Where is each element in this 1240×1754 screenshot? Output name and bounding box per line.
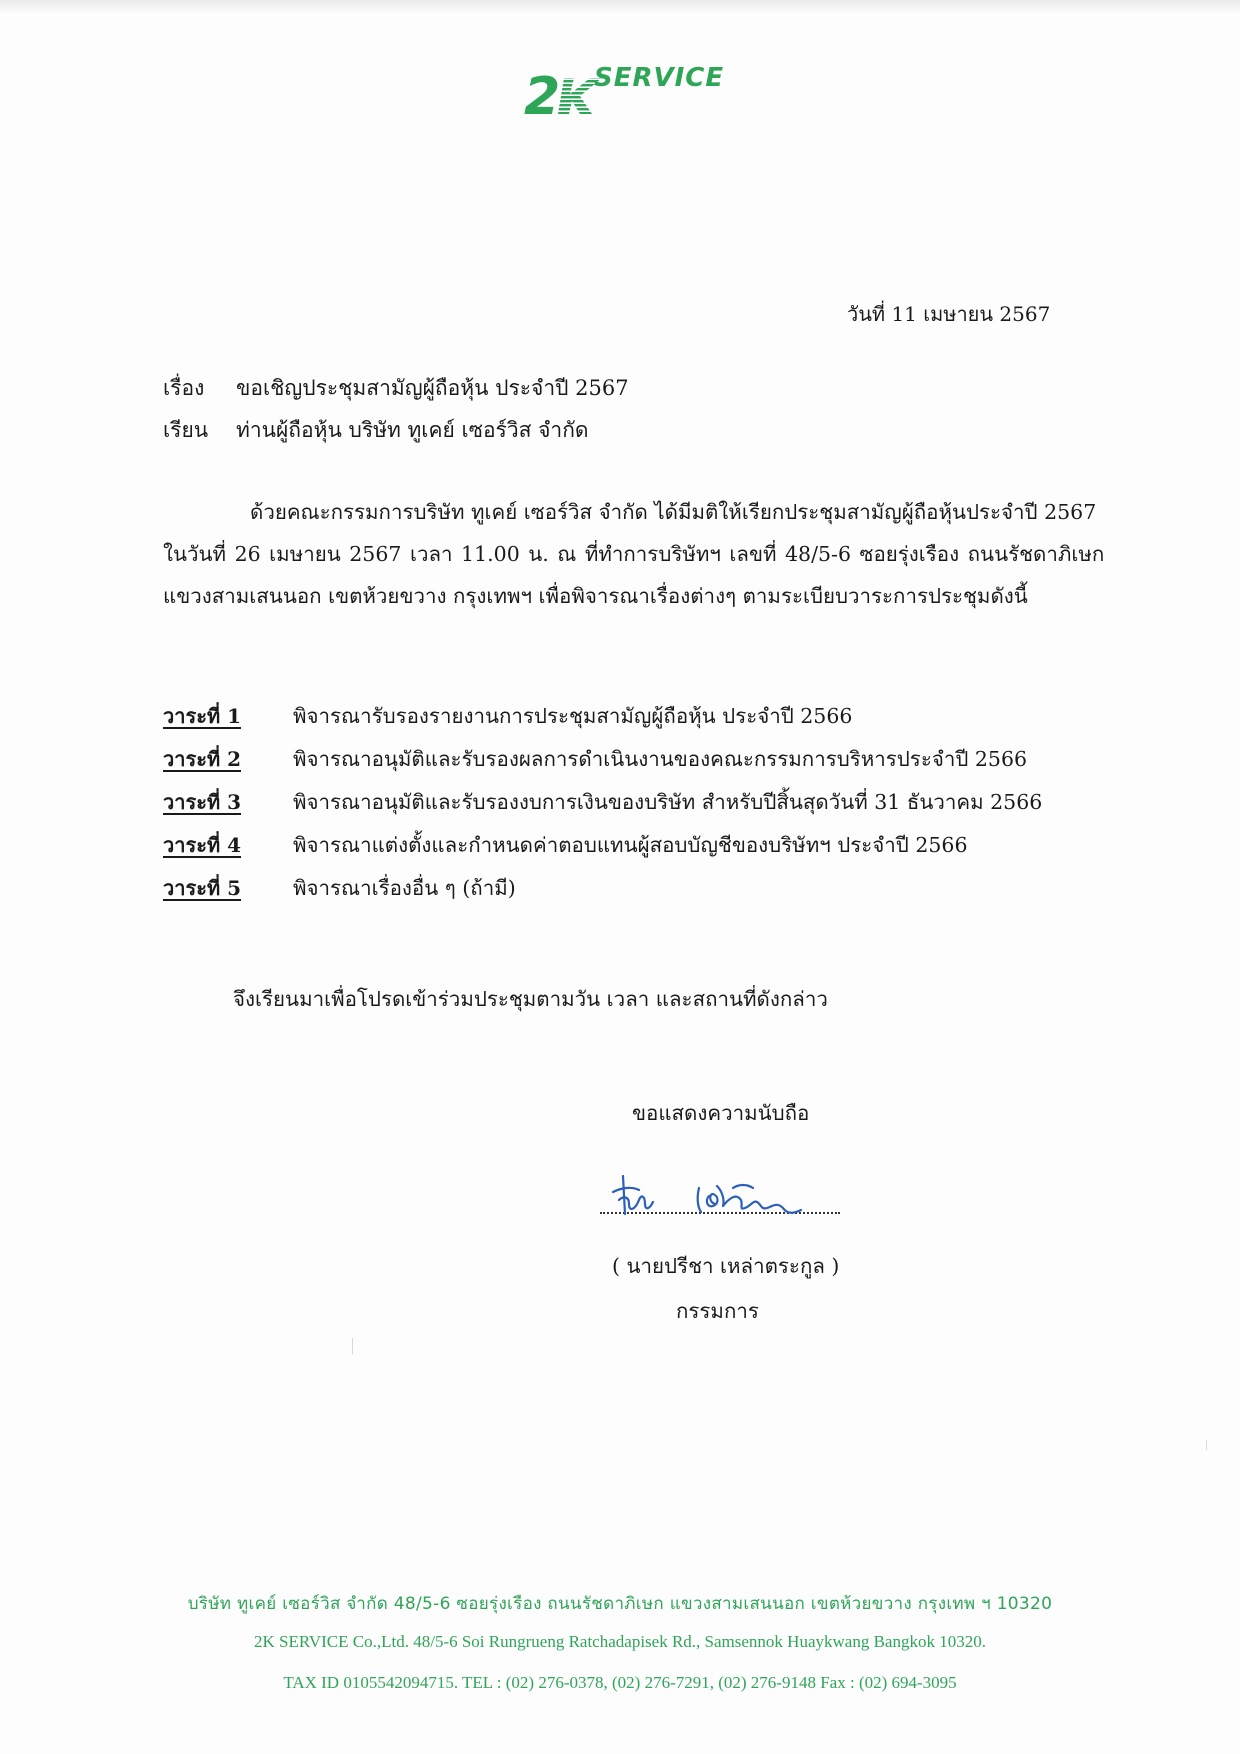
handwritten-signature (605, 1166, 810, 1226)
subject-text: ขอเชิญประชุมสามัญผู้ถือหุ้น ประจำปี 2567 (236, 376, 629, 400)
body-line-1: ด้วยคณะกรรมการบริษัท ทูเคย์ เซอร์วิส จำกัด ได้มีมติให้เรียกประชุมสามัญผู้ถือหุ้นประจำปี 2567 (250, 500, 1097, 524)
agenda-key-1: วาระที่ 1 (163, 704, 242, 728)
body-line-2: ในวันที่ 26 เมษายน 2567 เวลา 11.00 น. ณ ที่ทำการบริษัทฯ เลขที่ 48/5-6 ซอยรุ่งเรือง ถนนรัชดาภิเษก (163, 542, 1105, 566)
footer-english-address: 2K SERVICE Co.,Ltd. 48/5-6 Soi Rungrueng Ratchadapisek Rd., Samsennok Huaykwang Bangkok 10320. (254, 1632, 986, 1651)
scan-speck (1206, 1440, 1207, 1450)
letter-date: วันที่ 11 เมษายน 2567 (847, 302, 1051, 326)
footer-thai-address: บริษัท ทูเคย์ เซอร์วิส จำกัด 48/5-6 ซอยรุ่งเรือง ถนนรัชดาภิเษก แขวงสามเสนนอก เขตห้วยขวาง กรุงเทพ ฯ 10320 (187, 1594, 1053, 1614)
closing-text: จึงเรียนมาเพื่อโปรดเข้าร่วมประชุมตามวัน เวลา และสถานที่ดังกล่าว (233, 987, 828, 1011)
recipient-label: เรียน (163, 418, 209, 442)
agenda-key-5: วาระที่ 5 (163, 876, 242, 900)
agenda-item-1: พิจารณารับรองรายงานการประชุมสามัญผู้ถือหุ้น ประจำปี 2566 (293, 704, 853, 728)
agenda-key-3: วาระที่ 3 (163, 790, 242, 814)
agenda-item-2: พิจารณาอนุมัติและรับรองผลการดำเนินงานของคณะกรรมการบริหารประจำปี 2566 (293, 747, 1028, 771)
agenda-key-2: วาระที่ 2 (163, 747, 242, 771)
agenda-item-5: พิจารณาเรื่องอื่น ๆ (ถ้ามี) (293, 876, 516, 900)
regards-text: ขอแสดงความนับถือ (632, 1101, 810, 1125)
company-logo (520, 56, 730, 120)
svg-text:SERVICE: SERVICE (594, 63, 725, 93)
body-line-3: แขวงสามเสนนอก เขตห้วยขวาง กรุงเทพฯ เพื่อพิจารณาเรื่องต่างๆ ตามระเบียบวาระการประชุมดังนี้ (163, 584, 1028, 608)
signer-title: กรรมการ (676, 1299, 759, 1323)
scan-speck (352, 1338, 353, 1354)
footer-contact: TAX ID 0105542094715. TEL : (02) 276-0378, (02) 276-7291, (02) 276-9148 Fax : (02) 694-3095 (283, 1673, 957, 1692)
recipient-text: ท่านผู้ถือหุ้น บริษัท ทูเคย์ เซอร์วิส จำกัด (236, 418, 589, 442)
agenda-item-3: พิจารณาอนุมัติและรับรองงบการเงินของบริษัท สำหรับปีสิ้นสุดวันที่ 31 ธันวาคม 2566 (293, 790, 1043, 814)
agenda-key-4: วาระที่ 4 (163, 833, 242, 857)
svg-text:2: 2 (524, 67, 561, 120)
signer-name: ( นายปรีชา เหล่าตระกูล ) (612, 1254, 840, 1278)
agenda-item-4: พิจารณาแต่งตั้งและกำหนดค่าตอบแทนผู้สอบบัญชีของบริษัทฯ ประจำปี 2566 (293, 833, 968, 857)
subject-label: เรื่อง (163, 376, 205, 400)
